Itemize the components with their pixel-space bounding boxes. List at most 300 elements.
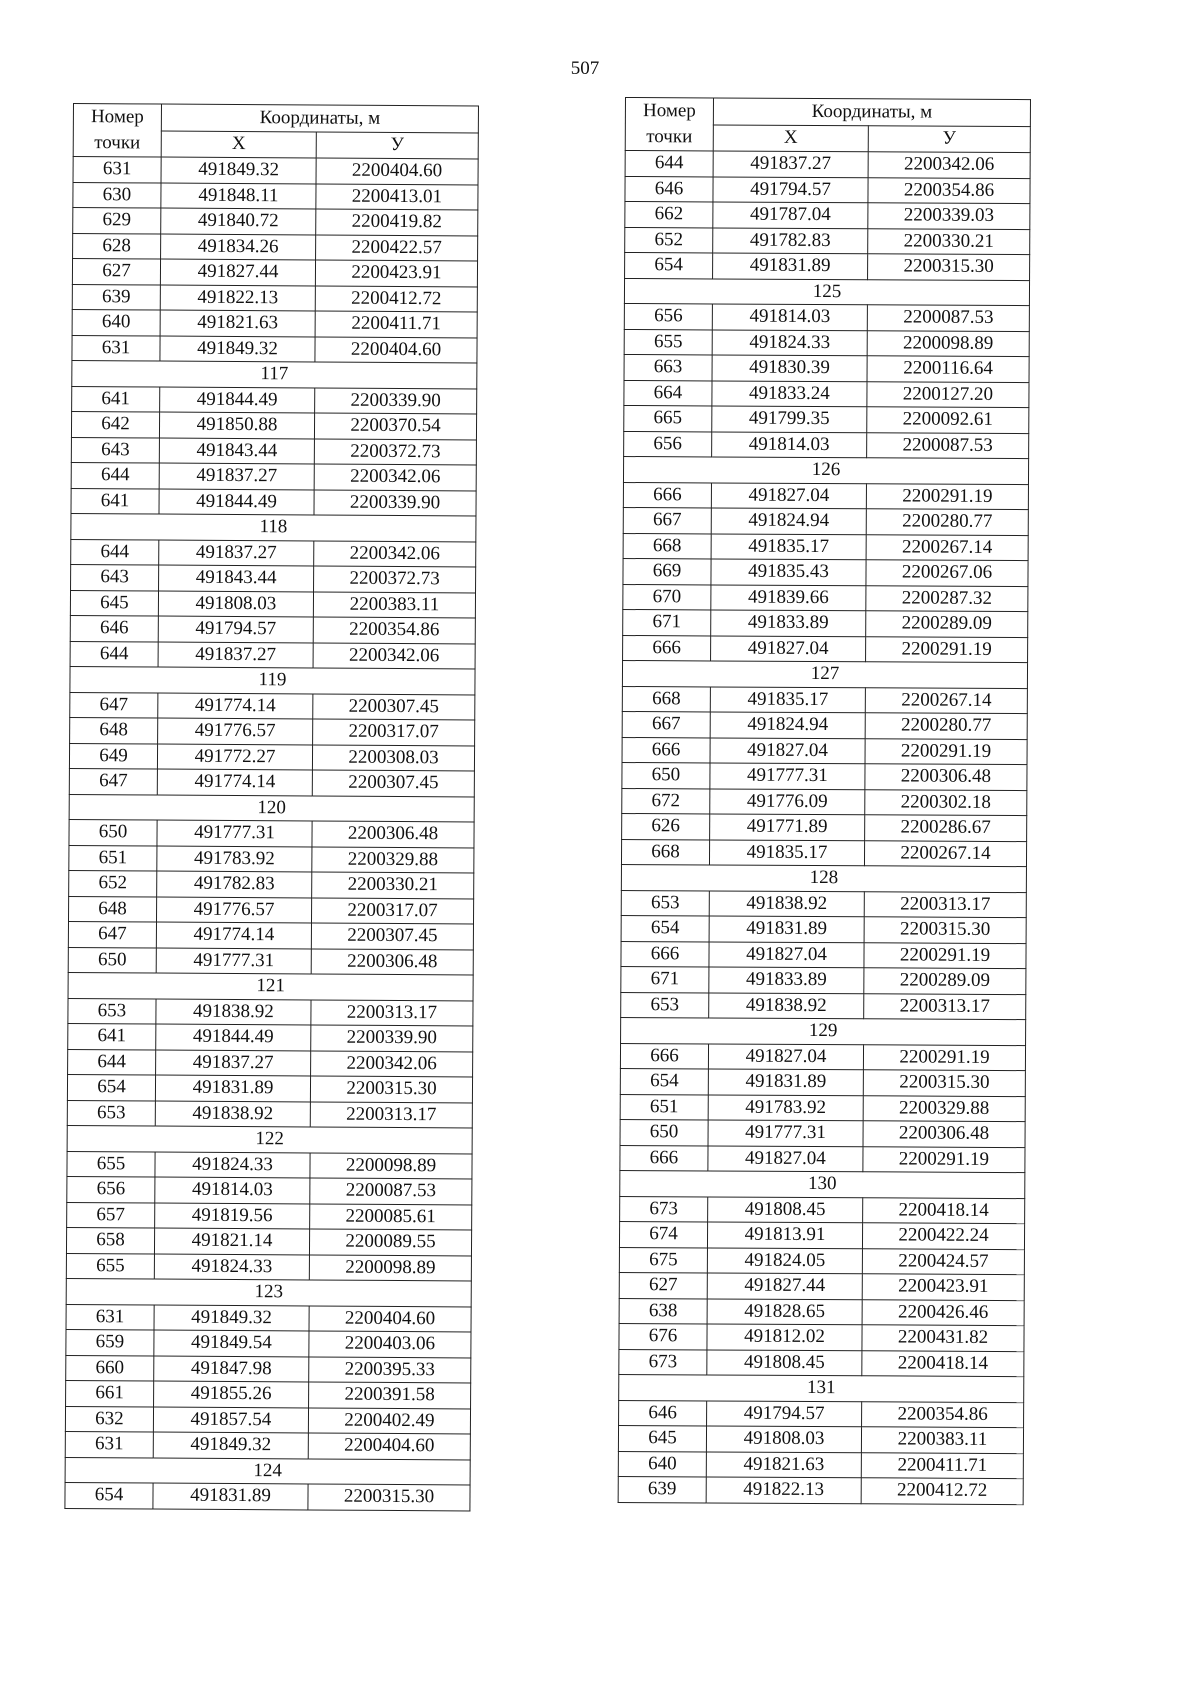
table-row xyxy=(68,921,473,949)
x-coordinate-cell: 491794.57 xyxy=(707,1400,862,1426)
y-coordinate-cell: 2200291.19 xyxy=(866,636,1028,662)
table-row xyxy=(65,1482,470,1510)
x-coordinate-cell: 491831.89 xyxy=(153,1483,308,1509)
x-coordinate-cell: 491831.89 xyxy=(155,1075,310,1101)
x-coordinate-cell: 491833.89 xyxy=(709,967,864,993)
point-number-cell: 648 xyxy=(70,717,158,743)
point-number-cell: 666 xyxy=(621,941,709,967)
x-coordinate-cell: 491822.13 xyxy=(160,285,315,311)
table-row xyxy=(72,309,477,337)
point-number-cell: 667 xyxy=(622,711,710,737)
table-header xyxy=(73,104,478,159)
table-row xyxy=(73,182,478,210)
point-number-cell: 654 xyxy=(621,915,709,941)
section-number: 131 xyxy=(619,1374,1024,1402)
y-coordinate-cell: 2200422.24 xyxy=(862,1223,1024,1249)
table-row xyxy=(67,1074,472,1102)
point-number-cell: 654 xyxy=(620,1068,708,1094)
section-row xyxy=(620,1170,1025,1198)
y-coordinate-cell: 2200289.09 xyxy=(864,968,1026,994)
point-number-cell: 641 xyxy=(71,488,159,514)
point-number-cell: 647 xyxy=(68,921,156,947)
x-coordinate-cell: 491771.89 xyxy=(710,814,865,840)
table-row xyxy=(620,1196,1025,1224)
x-coordinate-cell: 491833.24 xyxy=(712,380,867,406)
x-coordinate-cell: 491831.89 xyxy=(708,1069,863,1095)
table-row xyxy=(73,233,478,261)
y-coordinate-cell: 2200116.64 xyxy=(867,356,1029,382)
x-coordinate-cell: 491848.11 xyxy=(161,183,316,209)
point-number-cell: 647 xyxy=(69,768,157,794)
point-number-cell: 639 xyxy=(618,1476,706,1502)
point-number-header: Номер точки xyxy=(73,104,161,158)
y-coordinate-cell: 2200339.90 xyxy=(311,1025,473,1051)
x-coordinate-cell: 491813.91 xyxy=(707,1222,862,1248)
point-number-cell: 644 xyxy=(71,462,159,488)
x-coordinate-cell: 491857.54 xyxy=(153,1407,308,1433)
y-coordinate-cell: 2200354.86 xyxy=(862,1401,1024,1427)
point-number-cell: 666 xyxy=(620,1043,708,1069)
table-row xyxy=(618,1451,1023,1479)
x-coordinate-cell: 491837.27 xyxy=(159,540,314,566)
x-coordinate-cell: 491776.57 xyxy=(156,897,311,923)
point-number-cell: 651 xyxy=(620,1094,708,1120)
x-coordinate-cell: 491849.32 xyxy=(161,157,316,183)
y-coordinate-cell: 2200372.73 xyxy=(314,438,476,464)
table-row xyxy=(620,1043,1025,1071)
point-number-cell: 639 xyxy=(72,284,160,310)
y-coordinate-cell: 2200315.30 xyxy=(310,1076,472,1102)
x-coordinate-cell: 491837.27 xyxy=(159,463,314,489)
point-number-cell: 643 xyxy=(71,437,159,463)
y-coordinate-cell: 2200383.11 xyxy=(861,1427,1023,1453)
table-row xyxy=(69,845,474,873)
section-row xyxy=(68,972,473,1000)
point-number-cell: 644 xyxy=(625,151,713,177)
table-row xyxy=(66,1380,471,1408)
table-row xyxy=(72,259,477,287)
y-coordinate-cell: 2200289.09 xyxy=(866,611,1028,637)
table-row xyxy=(70,641,475,669)
y-coordinate-cell: 2200087.53 xyxy=(867,305,1029,331)
point-number-cell: 626 xyxy=(622,813,710,839)
page-number: 507 xyxy=(570,58,600,79)
y-coordinate-cell: 2200098.89 xyxy=(310,1152,472,1178)
table-row xyxy=(622,711,1027,739)
y-coordinate-cell: 2200089.55 xyxy=(309,1229,471,1255)
x-coordinate-cell: 491814.03 xyxy=(712,304,867,330)
x-coordinate-cell: 491833.89 xyxy=(711,610,866,636)
y-coordinate-cell: 2200306.48 xyxy=(865,764,1027,790)
y-coordinate-cell: 2200308.03 xyxy=(312,744,474,770)
section-number: 129 xyxy=(621,1017,1026,1045)
table-row xyxy=(618,1425,1023,1453)
x-coordinate-cell: 491828.65 xyxy=(707,1298,862,1324)
table-row xyxy=(619,1272,1024,1300)
point-number-cell: 655 xyxy=(67,1151,155,1177)
point-number-cell: 638 xyxy=(619,1298,707,1324)
y-coordinate-cell: 2200422.57 xyxy=(316,234,478,260)
point-number-cell: 671 xyxy=(623,609,711,635)
point-number-cell: 646 xyxy=(619,1400,707,1426)
point-number-cell: 631 xyxy=(66,1304,154,1330)
x-coordinate-cell: 491819.56 xyxy=(155,1203,310,1229)
y-coordinate-cell: 2200313.17 xyxy=(864,993,1026,1019)
y-coordinate-cell: 2200329.88 xyxy=(863,1095,1025,1121)
x-coordinate-cell: 491824.05 xyxy=(707,1247,862,1273)
y-coordinate-cell: 2200267.14 xyxy=(865,687,1027,713)
y-coordinate-cell: 2200307.45 xyxy=(312,770,474,796)
table-row xyxy=(70,590,475,618)
y-coordinate-cell: 2200315.30 xyxy=(308,1484,470,1510)
x-coordinate-cell: 491838.92 xyxy=(156,999,311,1025)
x-coordinate-cell: 491808.45 xyxy=(707,1349,862,1375)
y-coordinate-cell: 2200411.71 xyxy=(861,1452,1023,1478)
table-row xyxy=(621,966,1026,994)
x-coordinate-cell: 491827.04 xyxy=(711,482,866,508)
x-coordinate-cell: 491837.27 xyxy=(158,642,313,668)
section-number: 126 xyxy=(623,456,1028,484)
section-row xyxy=(71,513,476,541)
table-row xyxy=(69,768,474,796)
section-row xyxy=(69,794,474,822)
point-number-cell: 672 xyxy=(622,788,710,814)
y-coordinate-cell: 2200404.60 xyxy=(316,158,478,184)
x-coordinate-cell: 491830.39 xyxy=(712,355,867,381)
y-coordinate-cell: 2200395.33 xyxy=(309,1356,471,1382)
table-row xyxy=(67,1176,472,1204)
x-coordinate-cell: 491794.57 xyxy=(713,176,868,202)
y-coordinate-cell: 2200412.72 xyxy=(315,285,477,311)
x-coordinate-cell: 491821.63 xyxy=(706,1451,861,1477)
point-number-cell: 671 xyxy=(621,966,709,992)
x-coordinate-cell: 491774.14 xyxy=(157,769,312,795)
section-row xyxy=(67,1125,472,1153)
table-row xyxy=(67,1151,472,1179)
point-number-cell: 650 xyxy=(69,819,157,845)
table-row xyxy=(623,609,1028,637)
table-row xyxy=(68,1049,473,1077)
x-coordinate-cell: 491824.33 xyxy=(154,1254,309,1280)
table-row xyxy=(621,992,1026,1020)
section-row xyxy=(619,1374,1024,1402)
point-number-cell: 631 xyxy=(73,157,161,183)
coordinates-header: Координаты, м xyxy=(713,98,1030,126)
x-column-header: X xyxy=(713,124,868,151)
x-coordinate-cell: 491808.03 xyxy=(158,591,313,617)
section-number: 120 xyxy=(69,794,474,822)
point-number-cell: 658 xyxy=(66,1227,154,1253)
point-number-cell: 662 xyxy=(625,202,713,228)
y-coordinate-cell: 2200419.82 xyxy=(316,209,478,235)
table-row xyxy=(624,405,1029,433)
table-row xyxy=(69,896,474,924)
point-number-cell: 659 xyxy=(66,1329,154,1355)
table-row xyxy=(70,692,475,720)
table-row xyxy=(622,813,1027,841)
y-coordinate-cell: 2200098.89 xyxy=(867,330,1029,356)
point-number-cell: 660 xyxy=(66,1355,154,1381)
x-coordinate-cell: 491827.04 xyxy=(710,737,865,763)
point-number-cell: 656 xyxy=(67,1176,155,1202)
point-number-cell: 673 xyxy=(620,1196,708,1222)
y-coordinate-cell: 2200307.45 xyxy=(311,923,473,949)
y-coordinate-cell: 2200330.21 xyxy=(868,228,1030,254)
point-number-cell: 666 xyxy=(623,635,711,661)
y-coordinate-cell: 2200411.71 xyxy=(315,311,477,337)
table-row xyxy=(623,507,1028,535)
coordinates-table-right xyxy=(618,97,1031,1505)
y-coordinate-cell: 2200404.60 xyxy=(309,1305,471,1331)
x-coordinate-cell: 491774.14 xyxy=(158,693,313,719)
table-row xyxy=(623,584,1028,612)
table-row xyxy=(621,941,1026,969)
point-number-cell: 646 xyxy=(70,615,158,641)
table-row xyxy=(66,1355,471,1383)
table-row xyxy=(619,1323,1024,1351)
point-number-cell: 630 xyxy=(73,182,161,208)
table-row xyxy=(622,762,1027,790)
section-number: 130 xyxy=(620,1170,1025,1198)
point-number-cell: 674 xyxy=(619,1221,707,1247)
x-coordinate-cell: 491827.44 xyxy=(707,1273,862,1299)
table-row xyxy=(619,1349,1024,1377)
y-coordinate-cell: 2200342.06 xyxy=(311,1050,473,1076)
x-coordinate-cell: 491799.35 xyxy=(712,406,867,432)
table-row xyxy=(72,386,477,414)
point-number-cell: 627 xyxy=(72,259,160,285)
x-coordinate-cell: 491827.04 xyxy=(709,941,864,967)
y-coordinate-cell: 2200306.48 xyxy=(312,821,474,847)
y-coordinate-cell: 2200280.77 xyxy=(865,713,1027,739)
x-coordinate-cell: 491839.66 xyxy=(711,584,866,610)
table-row xyxy=(73,208,478,236)
x-coordinate-cell: 491814.03 xyxy=(712,431,867,457)
section-number: 125 xyxy=(624,278,1029,306)
x-coordinate-cell: 491827.44 xyxy=(160,259,315,285)
x-coordinate-cell: 491843.44 xyxy=(159,438,314,464)
point-number-cell: 665 xyxy=(624,405,712,431)
table-row xyxy=(69,870,474,898)
table-row xyxy=(621,915,1026,943)
table-row xyxy=(625,151,1030,179)
table-row xyxy=(625,253,1030,281)
section-row xyxy=(65,1457,470,1485)
x-coordinate-cell: 491824.33 xyxy=(155,1152,310,1178)
table-row xyxy=(71,437,476,465)
y-coordinate-cell: 2200085.61 xyxy=(310,1203,472,1229)
y-coordinate-cell: 2200402.49 xyxy=(308,1407,470,1433)
x-coordinate-cell: 491849.32 xyxy=(160,336,315,362)
y-coordinate-cell: 2200315.30 xyxy=(864,917,1026,943)
x-coordinate-cell: 491849.54 xyxy=(154,1330,309,1356)
point-number-cell: 644 xyxy=(68,1049,156,1075)
table-row xyxy=(70,615,475,643)
y-coordinate-cell: 2200342.06 xyxy=(313,642,475,668)
point-number-cell: 667 xyxy=(623,507,711,533)
y-coordinate-cell: 2200291.19 xyxy=(865,738,1027,764)
y-coordinate-cell: 2200267.06 xyxy=(866,560,1028,586)
point-number-cell: 656 xyxy=(624,303,712,329)
table-row xyxy=(619,1221,1024,1249)
table-body xyxy=(618,151,1030,1505)
section-number: 128 xyxy=(621,864,1026,892)
table-row xyxy=(73,157,478,185)
coordinates-table-left xyxy=(64,103,479,1511)
y-coordinate-cell: 2200313.17 xyxy=(864,891,1026,917)
table-row xyxy=(66,1304,471,1332)
x-coordinate-cell: 491844.49 xyxy=(159,489,314,515)
x-coordinate-cell: 491844.49 xyxy=(160,387,315,413)
x-coordinate-cell: 491824.94 xyxy=(710,712,865,738)
table-row xyxy=(620,1068,1025,1096)
point-number-cell: 631 xyxy=(65,1431,153,1457)
y-coordinate-cell: 2200302.18 xyxy=(865,789,1027,815)
point-number-cell: 640 xyxy=(618,1451,706,1477)
x-coordinate-cell: 491808.45 xyxy=(708,1196,863,1222)
point-number-cell: 656 xyxy=(624,431,712,457)
x-coordinate-cell: 491814.03 xyxy=(155,1177,310,1203)
table-row xyxy=(71,564,476,592)
point-number-cell: 650 xyxy=(620,1119,708,1145)
x-coordinate-cell: 491821.63 xyxy=(160,310,315,336)
x-coordinate-cell: 491777.31 xyxy=(156,948,311,974)
y-coordinate-cell: 2200306.48 xyxy=(311,948,473,974)
table-row xyxy=(71,411,476,439)
x-coordinate-cell: 491843.44 xyxy=(159,565,314,591)
table-header xyxy=(625,98,1030,153)
y-coordinate-cell: 2200313.17 xyxy=(310,1101,472,1127)
section-row xyxy=(623,456,1028,484)
y-coordinate-cell: 2200372.73 xyxy=(314,566,476,592)
x-coordinate-cell: 491838.92 xyxy=(709,890,864,916)
point-number-cell: 669 xyxy=(623,558,711,584)
point-number-cell: 661 xyxy=(66,1380,154,1406)
section-number: 121 xyxy=(68,972,473,1000)
x-coordinate-cell: 491772.27 xyxy=(157,744,312,770)
table-row xyxy=(619,1247,1024,1275)
y-coordinate-cell: 2200087.53 xyxy=(867,432,1029,458)
section-number: 118 xyxy=(71,513,476,541)
table-body xyxy=(65,157,478,1511)
point-number-cell: 653 xyxy=(68,998,156,1024)
table-row xyxy=(69,819,474,847)
y-coordinate-cell: 2200413.01 xyxy=(316,183,478,209)
table-row xyxy=(623,635,1028,663)
x-coordinate-cell: 491782.83 xyxy=(713,227,868,253)
x-coordinate-cell: 491774.14 xyxy=(156,922,311,948)
y-coordinate-cell: 2200383.11 xyxy=(313,591,475,617)
y-coordinate-cell: 2200291.19 xyxy=(866,483,1028,509)
section-number: 124 xyxy=(65,1457,470,1485)
x-coordinate-cell: 491849.32 xyxy=(153,1432,308,1458)
table-row xyxy=(624,329,1029,357)
y-coordinate-cell: 2200342.06 xyxy=(314,464,476,490)
x-coordinate-cell: 491831.89 xyxy=(713,253,868,279)
y-coordinate-cell: 2200412.72 xyxy=(861,1478,1023,1504)
x-coordinate-cell: 491821.14 xyxy=(154,1228,309,1254)
x-coordinate-cell: 491824.94 xyxy=(711,508,866,534)
section-row xyxy=(621,864,1026,892)
point-number-cell: 666 xyxy=(623,482,711,508)
point-number-cell: 668 xyxy=(622,686,710,712)
y-coordinate-cell: 2200339.90 xyxy=(315,387,477,413)
y-coordinate-cell: 2200339.90 xyxy=(314,489,476,515)
table-row xyxy=(67,1202,472,1230)
x-coordinate-cell: 491850.88 xyxy=(159,412,314,438)
point-number-cell: 668 xyxy=(623,533,711,559)
x-coordinate-cell: 491808.03 xyxy=(706,1426,861,1452)
y-coordinate-cell: 2200087.53 xyxy=(310,1178,472,1204)
table-row xyxy=(619,1400,1024,1428)
y-coordinate-cell: 2200127.20 xyxy=(867,381,1029,407)
y-coordinate-cell: 2200267.14 xyxy=(864,840,1026,866)
point-number-cell: 641 xyxy=(72,386,160,412)
point-number-cell: 652 xyxy=(625,227,713,253)
point-number-cell: 657 xyxy=(67,1202,155,1228)
table-row xyxy=(619,1298,1024,1326)
table-row xyxy=(71,539,476,567)
point-number-cell: 666 xyxy=(622,737,710,763)
table-row xyxy=(621,890,1026,918)
table-row xyxy=(624,431,1029,459)
point-number-cell: 673 xyxy=(619,1349,707,1375)
x-coordinate-cell: 491776.57 xyxy=(158,718,313,744)
table-row xyxy=(66,1253,471,1281)
table-row xyxy=(625,227,1030,255)
x-coordinate-cell: 491812.02 xyxy=(707,1324,862,1350)
table-row xyxy=(620,1145,1025,1173)
table-row xyxy=(624,380,1029,408)
point-number-cell: 649 xyxy=(69,743,157,769)
y-coordinate-cell: 2200315.30 xyxy=(868,254,1030,280)
point-number-cell: 655 xyxy=(624,329,712,355)
table-row xyxy=(625,176,1030,204)
point-number-cell: 666 xyxy=(620,1145,708,1171)
point-number-cell: 646 xyxy=(625,176,713,202)
table-row xyxy=(72,284,477,312)
table-row xyxy=(624,354,1029,382)
table-row xyxy=(623,533,1028,561)
point-number-cell: 627 xyxy=(619,1272,707,1298)
x-coordinate-cell: 491794.57 xyxy=(158,616,313,642)
point-number-cell: 641 xyxy=(68,1023,156,1049)
point-number-cell: 663 xyxy=(624,354,712,380)
y-coordinate-cell: 2200404.60 xyxy=(315,336,477,362)
y-coordinate-cell: 2200423.91 xyxy=(862,1274,1024,1300)
table-row xyxy=(72,335,477,363)
y-coordinate-cell: 2200307.45 xyxy=(313,693,475,719)
point-number-cell: 675 xyxy=(619,1247,707,1273)
table-row xyxy=(71,488,476,516)
table-row xyxy=(623,558,1028,586)
y-coordinate-cell: 2200431.82 xyxy=(862,1325,1024,1351)
y-coordinate-cell: 2200423.91 xyxy=(315,260,477,286)
y-column-header: У xyxy=(868,125,1030,152)
y-coordinate-cell: 2200315.30 xyxy=(863,1070,1025,1096)
y-coordinate-cell: 2200426.46 xyxy=(862,1299,1024,1325)
y-coordinate-cell: 2200330.21 xyxy=(312,872,474,898)
x-coordinate-cell: 491827.04 xyxy=(711,635,866,661)
y-coordinate-cell: 2200291.19 xyxy=(864,942,1026,968)
table-row xyxy=(71,462,476,490)
point-number-cell: 653 xyxy=(621,890,709,916)
y-coordinate-cell: 2200403.06 xyxy=(309,1331,471,1357)
point-number-cell: 632 xyxy=(65,1406,153,1432)
x-coordinate-cell: 491847.98 xyxy=(154,1356,309,1382)
y-coordinate-cell: 2200418.14 xyxy=(863,1197,1025,1223)
y-coordinate-cell: 2200098.89 xyxy=(309,1254,471,1280)
